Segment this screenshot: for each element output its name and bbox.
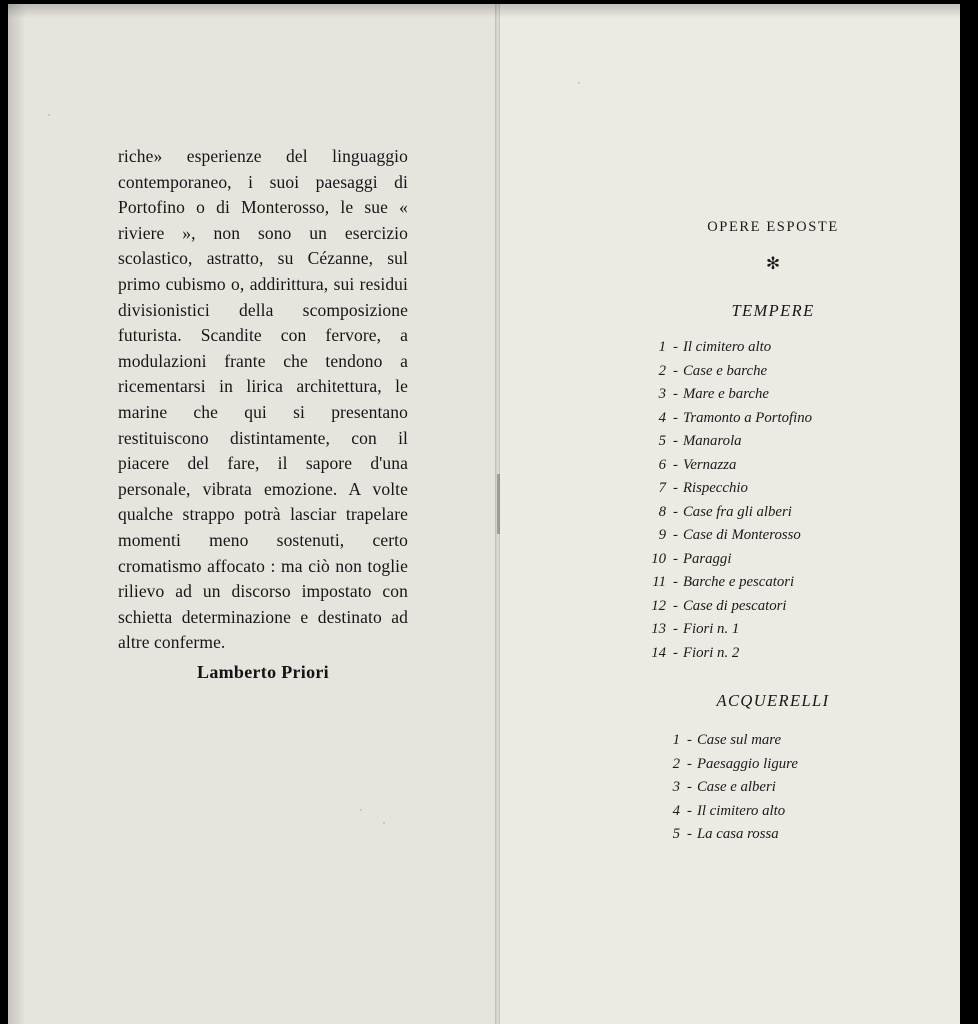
list-item: [630, 383, 938, 407]
list-item: [644, 729, 938, 753]
item-title: Fiori n. 1: [682, 621, 740, 637]
list-item: [630, 430, 938, 454]
top-edge-shadow: [8, 4, 960, 18]
paper-spread: [8, 4, 960, 1024]
item-title: Case di Monterosso: [682, 527, 801, 543]
item-number: 2: [672, 755, 680, 772]
item-separator: -: [673, 386, 678, 402]
item-title: Manarola: [682, 433, 742, 449]
body-paragraph: riche» esperienze del linguaggio contemporaneo, i suoi paesaggi di Portofino o di Monterosso, le sue « riviere », non sono un esercizio scolastico, astratto, su Cézanne, sul primo cubismo o, addirittura, sui residui divisionistici della scomposizione futurista. Scandite con fervore, a modulazioni frante che tendono a ricementarsi in lirica architettura, le marine che qui si presentano restituiscono distintamente, con il piacere del fare, il sapore d'una personale, vibrata emozione. A volte qualche strappo potrà lasciar trapelare momenti meno sostenuti, certo cromatismo affocato : ma ciò non toglie rilievo ad un discorso impostato con schietta determinazione e destinato ad altre conferme.: [118, 146, 408, 653]
item-title: Barche e pescatori: [682, 574, 795, 590]
item-number: 1: [658, 339, 666, 355]
list-item: [630, 454, 938, 478]
item-separator: -: [673, 503, 678, 520]
item-number: 5: [658, 433, 666, 449]
list-item: [630, 501, 938, 525]
item-separator: -: [673, 621, 678, 637]
section-heading-acquerelli: ACQUERELLI: [716, 691, 830, 710]
list-item: [630, 477, 938, 501]
item-separator: -: [673, 574, 678, 590]
list-item: [630, 524, 938, 548]
item-title: Rispecchio: [682, 480, 748, 496]
item-number: 7: [658, 480, 666, 496]
item-separator: -: [687, 732, 692, 748]
item-number: 6: [658, 456, 666, 473]
page-title: OPERE ESPOSTE: [707, 219, 839, 235]
item-separator: -: [673, 339, 678, 355]
item-title: Tramonto a Portofino: [682, 409, 813, 426]
list-item: [630, 336, 938, 360]
item-number: 12: [651, 597, 666, 614]
left-edge-shadow: [8, 4, 26, 1024]
list-item: [630, 595, 938, 619]
item-title: Il cimitero alto: [696, 802, 786, 819]
item-number: 9: [658, 527, 666, 543]
item-number: 14: [651, 644, 666, 661]
item-number: 4: [658, 409, 666, 426]
item-title: La casa rossa: [696, 826, 779, 842]
item-title: Case e alberi: [696, 779, 776, 795]
list-item: [630, 407, 938, 431]
paper-speck: [48, 114, 50, 116]
item-separator: -: [687, 826, 692, 842]
item-title: Paraggi: [682, 550, 732, 567]
item-number: 10: [651, 550, 666, 567]
item-number: 3: [658, 386, 666, 402]
list-item: [630, 571, 938, 595]
item-number: 5: [672, 826, 680, 842]
gutter-notch: [497, 474, 500, 534]
item-title: Case fra gli alberi: [682, 503, 792, 520]
paper-speck: [578, 82, 580, 84]
item-separator: -: [673, 409, 678, 426]
item-separator: -: [673, 597, 678, 614]
list-item: [630, 618, 938, 642]
item-title: Paesaggio ligure: [696, 755, 798, 772]
item-number: 11: [652, 574, 666, 590]
list-item: [644, 753, 938, 777]
item-title: Il cimitero alto: [682, 339, 772, 355]
item-number: 2: [658, 362, 666, 379]
item-number: 13: [651, 621, 666, 637]
item-title: Fiori n. 2: [682, 644, 740, 661]
item-separator: -: [687, 802, 692, 819]
item-separator: -: [687, 779, 692, 795]
item-title: Case sul mare: [696, 732, 782, 748]
item-separator: -: [673, 527, 678, 543]
item-separator: -: [673, 550, 678, 567]
works-list-tempere: [608, 336, 938, 665]
paper-speck: [360, 809, 362, 811]
item-number: 1: [672, 732, 680, 748]
list-item: [644, 823, 938, 847]
item-separator: -: [687, 755, 692, 772]
asterisk-ornament-icon: ✻: [765, 254, 781, 273]
item-number: 3: [672, 779, 680, 795]
list-item: [630, 360, 938, 384]
item-title: Vernazza: [682, 456, 737, 473]
item-number: 4: [672, 802, 680, 819]
left-page-body: [118, 144, 408, 656]
paper-speck: [383, 822, 385, 824]
item-separator: -: [673, 644, 678, 661]
list-item: [630, 548, 938, 572]
works-list-acquerelli: [608, 729, 938, 847]
item-title: Mare e barche: [682, 386, 769, 402]
author-signature: Lamberto Priori: [197, 662, 329, 682]
item-title: Case e barche: [682, 362, 768, 379]
list-item: [630, 642, 938, 666]
list-item: [644, 776, 938, 800]
item-number: 8: [658, 503, 666, 520]
section-heading-tempere: TEMPERE: [731, 301, 815, 320]
item-separator: -: [673, 456, 678, 473]
item-separator: -: [673, 362, 678, 379]
list-item: [644, 800, 938, 824]
item-separator: -: [673, 480, 678, 496]
item-separator: -: [673, 433, 678, 449]
item-title: Case di pescatori: [682, 597, 787, 614]
